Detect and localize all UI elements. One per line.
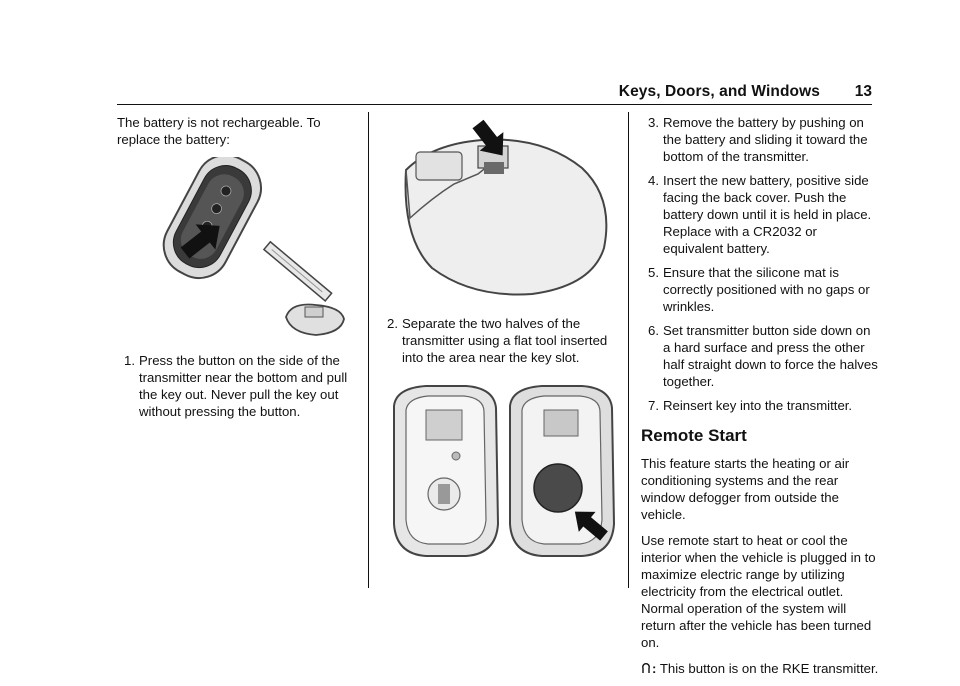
step-number: 6. (648, 323, 659, 338)
step-text: Insert the new battery, positive side facing the back cover. Push the battery down until it is held in place. Replace with a CR2032 or equivalent battery. (663, 173, 872, 256)
section-heading-remote-start: Remote Start (641, 426, 747, 445)
column-divider-left (368, 112, 369, 588)
running-header-title: Keys, Doors, and Windows (618, 83, 820, 100)
open-fob-halves-illustration (386, 384, 618, 560)
column-divider-right (628, 112, 629, 588)
fob-halves-illustration (392, 118, 612, 303)
step-number: 7. (648, 398, 659, 413)
step-number: 5. (648, 265, 659, 280)
step-text: Set transmitter button side down on a hard surface and press the other half straight down to force the halves together. (663, 323, 878, 389)
key-fob-illustration (141, 157, 361, 342)
remote-start-paragraph-1: This feature starts the heating or air conditioning systems and the rear window defogger from outside the vehicle. (641, 456, 850, 522)
step-number: 4. (648, 173, 659, 188)
key-fob-with-key-illustration (141, 157, 355, 342)
step-text: Press the button on the side of the transmitter near the bottom and pull the key out. Never pull the key out without pressing the button. (139, 353, 348, 419)
steps-list-col2 (380, 315, 618, 366)
step-item (117, 352, 355, 420)
intro-paragraph: The battery is not rechargeable. To replace the battery: (117, 115, 321, 147)
fob-separation-illustration (392, 118, 618, 303)
rke-colon: : (652, 661, 657, 676)
step-text: Separate the two halves of the transmitter using a flat tool inserted into the area near the key slot. (402, 316, 608, 365)
step-text: Remove the battery by pushing on the battery and sliding it toward the bottom of the transmitter. (663, 115, 868, 164)
step-number: 2. (387, 316, 398, 331)
remote-start-icon (641, 662, 651, 674)
step-item (380, 315, 618, 366)
step-item (641, 264, 879, 315)
header-rule (117, 104, 872, 105)
step-number: 1. (124, 353, 135, 368)
step-item (641, 114, 879, 165)
steps-list-col3 (641, 114, 879, 414)
page-header (0, 0, 960, 110)
column-3 (641, 114, 879, 686)
column-2 (380, 108, 618, 560)
rke-button-note (641, 660, 879, 677)
column-1 (117, 114, 355, 427)
step-text: Ensure that the silicone mat is correctly positioned with no gaps or wrinkles. (663, 265, 870, 314)
steps-list-col1 (117, 352, 355, 420)
rke-note-text: This button is on the RKE transmitter. (659, 661, 879, 676)
remote-start-paragraph-2: Use remote start to heat or cool the interior when the vehicle is plugged in to maximize electric range by utilizing electricity from the electrical outlet. Normal operation of the system will return after the vehicle has been turned on. (641, 533, 876, 650)
step-item (641, 172, 879, 257)
step-number: 3. (648, 115, 659, 130)
step-item (641, 397, 879, 414)
page-number: 13 (854, 83, 872, 100)
step-item (641, 322, 879, 390)
step-text: Reinsert key into the transmitter. (663, 398, 853, 413)
fob-interior-illustration (386, 384, 618, 560)
